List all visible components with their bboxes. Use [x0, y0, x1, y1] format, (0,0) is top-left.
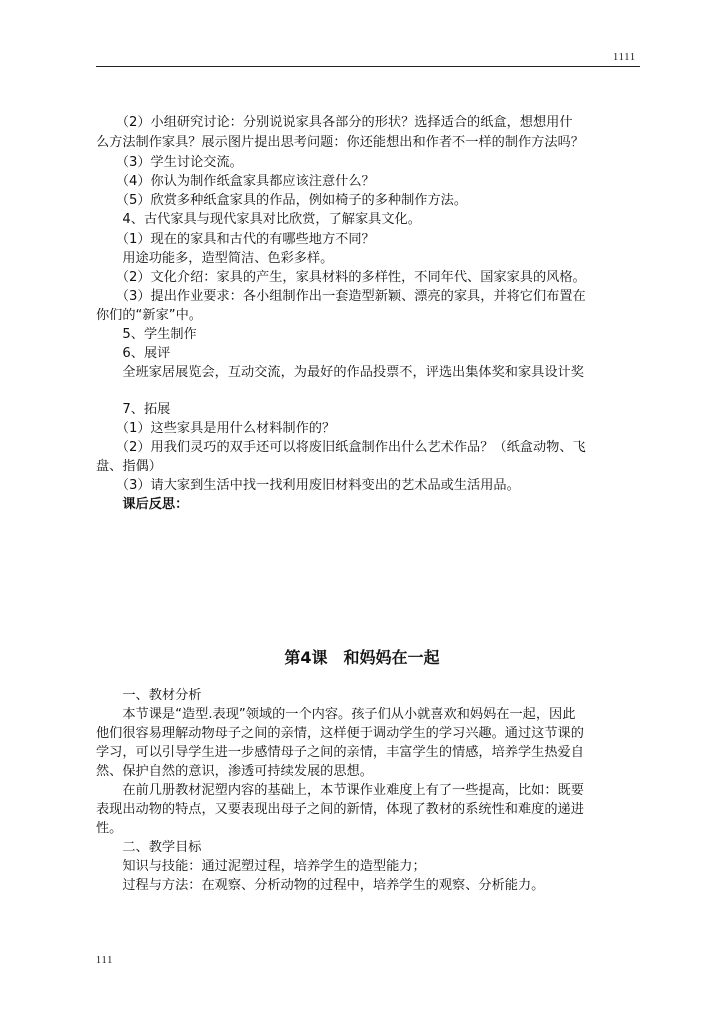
text-line: 5、学生制作 — [96, 327, 197, 342]
text-line: （2）小组研究讨论：分别说说家具各部分的形状？选择适合的纸盒，想想用什 — [96, 115, 573, 130]
text-line: （5）欣赏多种纸盒家具的作品，例如椅子的多种制作方法。 — [96, 193, 468, 208]
page-header-number: 1111 — [613, 52, 636, 63]
text-line: 6、展评 — [96, 346, 171, 361]
text-line: 么方法制作家具？展示图片提出思考问题：你还能想出和作者不一样的制作方法吗？ — [96, 135, 584, 150]
text-line: 你们的“新家”中。 — [96, 308, 202, 323]
lesson-title: 第4课 和妈妈在一起 — [284, 648, 440, 667]
text-line: 4、古代家具与现代家具对比欣赏，了解家具文化。 — [96, 212, 421, 227]
text-line: 性。 — [96, 821, 123, 836]
text-line: 他们很容易理解动物母子之间的亲情，这样便于调动学生的学习兴趣。通过这节课的 — [96, 726, 584, 741]
text-line: （3）请大家到生活中找一找利用废旧材料变出的艺术品或生活用品。 — [96, 478, 520, 493]
text-line: 知识与技能：通过泥塑过程，培养学生的造型能力； — [96, 859, 426, 874]
text-line: 然、保护自然的意识，渗透可持续发展的思想。 — [96, 764, 373, 779]
text-line: 在前几册教材泥塑内容的基础上，本节课作业难度上有了一些提高，比如：既要 — [96, 783, 584, 798]
text-line: （2）文化介绍：家具的产生，家具材料的多样性，不同年代、国家家具的风格。 — [96, 270, 586, 285]
text-line: 7、拓展 — [96, 402, 171, 417]
text-line: 用途功能多，造型简洁、色彩多样。 — [96, 251, 334, 266]
text-line: （3）提出作业要求：各小组制作出一套造型新颖、漂亮的家具，并将它们布置在 — [96, 289, 586, 304]
text-line: （1）这些家具是用什么材料制作的？ — [96, 421, 336, 436]
text-line: （2）用我们灵巧的双手还可以将废旧纸盒制作出什么艺术作品？（纸盒动物、飞 — [96, 440, 586, 455]
text-line: （4）你认为制作纸盒家具都应该注意什么？ — [96, 174, 375, 189]
text-line: （3）学生讨论交流。 — [96, 155, 243, 170]
page-footer-number: 111 — [96, 955, 114, 966]
text-line: 表现出动物的特点，又要表现出母子之间的新情，体现了教材的系统性和难度的递进 — [96, 802, 584, 817]
text-line: 盘、指偶） — [96, 459, 162, 474]
text-line: 全班家居展览会，互动交流，为最好的作品投票不，评选出集体奖和家具设计奖 — [96, 365, 584, 380]
reflection-heading: 课后反思： — [96, 497, 189, 512]
text-line: 二、教学目标 — [96, 840, 202, 855]
text-line: 学习，可以引导学生进一步感情母子之间的亲情，丰富学生的情感，培养学生热爱自 — [96, 745, 584, 760]
text-line: 过程与方法：在观察、分析动物的过程中，培养学生的观察、分析能力。 — [96, 878, 545, 893]
header-divider — [96, 66, 640, 67]
text-line: （1）现在的家具和古代的有哪些地方不同？ — [96, 232, 375, 247]
text-line: 本节课是“造型.表现”领域的一个内容。孩子们从小就喜欢和妈妈在一起，因此 — [96, 707, 576, 722]
text-line: 一、教材分析 — [96, 688, 202, 703]
